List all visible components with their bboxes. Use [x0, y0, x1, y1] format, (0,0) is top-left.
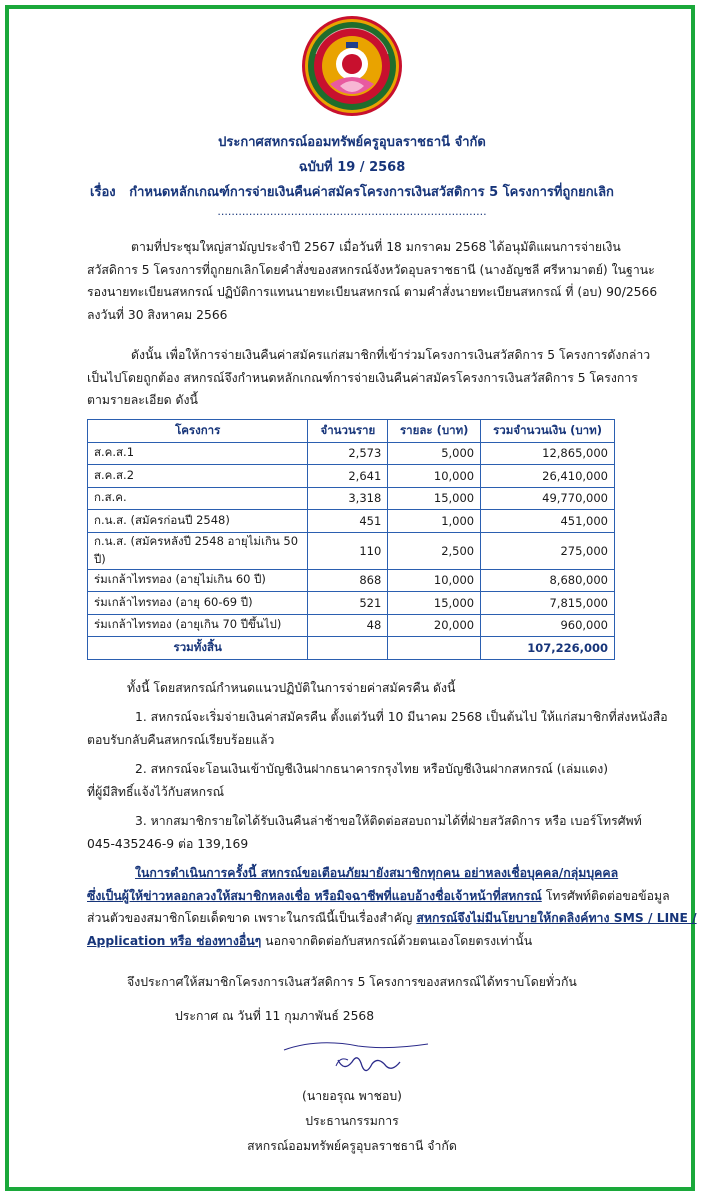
- intro-line: รองนายทะเบียนสหกรณ์ ปฏิบัติการแทนนายทะเบียนสหกรณ์ ตามคำสั่งนายทะเบียนสหกรณ์ ที่ (อบ) 90/2566: [87, 285, 658, 299]
- refund-table: [87, 419, 615, 660]
- announcement-date: ประกาศ ณ วันที่ 11 กุมภาพันธ์ 2568: [175, 1009, 375, 1023]
- intro-line: สวัสดิการ 5 โครงการที่ถูกยกเลิกโดยคำสั่งของสหกรณ์จังหวัดอุบลราชธานี (นางอัญชลี ศรีหามาตย์) ในฐานะ: [87, 262, 655, 277]
- project-name: ร่มเกล้าไทรทอง (อายุ 60-69 ปี): [88, 592, 308, 615]
- table-total-row: [88, 637, 615, 660]
- member-count: 48: [308, 614, 388, 637]
- col-header-count: จำนวนราย: [308, 420, 388, 443]
- amount-per-person: 15,000: [388, 592, 481, 615]
- project-name: ก.น.ส. (สมัครหลังปี 2548 อายุไม่เกิน 50 ปี): [88, 532, 308, 569]
- total-empty-cell: [308, 637, 388, 660]
- purpose-line: ดังนั้น เพื่อให้การจ่ายเงินคืนค่าสมัครแก่สมาชิกที่เข้าร่วมโครงการเงินสวัสดิการ 5 โครงการดังกล่าว: [131, 348, 651, 362]
- warning-line: [87, 885, 670, 908]
- handwritten-signature: [278, 1036, 438, 1082]
- table-row: [88, 532, 615, 569]
- closing-paragraph: [87, 971, 615, 994]
- warning-line: [87, 930, 615, 953]
- table-row: [88, 442, 615, 465]
- member-count: 451: [308, 510, 388, 533]
- signer-organization: สหกรณ์ออมทรัพย์ครูอุบลราชธานี จำกัด: [247, 1139, 457, 1153]
- title-divider: .............................................................................: [217, 205, 487, 218]
- total-amount: 275,000: [481, 532, 615, 569]
- project-name: ก.ส.ค.: [88, 487, 308, 510]
- practice-item-line: 045-435246-9 ต่อ 139,169: [87, 836, 249, 851]
- table-row: [88, 614, 615, 637]
- signer-name: (นายอรุณ พาชอบ): [302, 1089, 402, 1103]
- total-amount: 8,680,000: [481, 569, 615, 592]
- cooperative-seal-logo: [300, 14, 404, 118]
- amount-per-person: 10,000: [388, 465, 481, 488]
- table-row: [88, 465, 615, 488]
- practice-item-line: 3. หากสมาชิกรายใดได้รับเงินคืนล่าช้าขอให้ติดต่อสอบถามได้ที่ฝ่ายสวัสดิการ หรือ เบอร์โทรศัพท์: [135, 814, 642, 828]
- announcement-subject: [0, 181, 704, 202]
- intro-paragraph: [87, 236, 658, 326]
- purpose-line: ตามรายละเอียด ดังนี้: [87, 393, 198, 407]
- signer-position: ประธานกรรมการ: [305, 1114, 399, 1128]
- total-amount: 960,000: [481, 614, 615, 637]
- subject-label: เรื่อง: [90, 185, 116, 200]
- closing-line: จึงประกาศให้สมาชิกโครงการเงินสวัสดิการ 5 โครงการของสหกรณ์ได้ทราบโดยทั่วกัน: [127, 975, 577, 989]
- warning-text: นอกจากติดต่อกับสหกรณ์ด้วยตนเองโดยตรงเท่านั้น: [261, 933, 533, 948]
- member-count: 2,573: [308, 442, 388, 465]
- project-name: ส.ค.ส.1: [88, 442, 308, 465]
- purpose-line: เป็นไปโดยถูกต้อง สหกรณ์จึงกำหนดหลักเกณฑ์การจ่ายเงินคืนค่าสมัครโครงการเงินสวัสดิการ 5 โครงการ: [87, 370, 638, 385]
- warning-text: โทรศัพท์ติดต่อขอข้อมูล: [541, 888, 670, 903]
- practice-item-3: [87, 810, 642, 855]
- amount-per-person: 20,000: [388, 614, 481, 637]
- intro-line: ลงวันที่ 30 สิงหาคม 2566: [87, 307, 228, 322]
- date-paragraph: [87, 1005, 615, 1028]
- table-row: [88, 569, 615, 592]
- table-row: [88, 592, 615, 615]
- total-empty-cell: [388, 637, 481, 660]
- total-amount: 26,410,000: [481, 465, 615, 488]
- practice-item-1: [87, 706, 668, 751]
- warning-emphasis: ซึ่งเป็นผู้ให้ข่าวหลอกลวงให้สมาชิกหลงเชื่อ หรือมิจฉาชีพที่แอบอ้างชื่อเจ้าหน้าที่สหกรณ์: [87, 888, 542, 903]
- member-count: 868: [308, 569, 388, 592]
- project-name: ส.ค.ส.2: [88, 465, 308, 488]
- col-header-per-person: รายละ (บาท): [388, 420, 481, 443]
- member-count: 3,318: [308, 487, 388, 510]
- amount-per-person: 2,500: [388, 532, 481, 569]
- total-amount: 7,815,000: [481, 592, 615, 615]
- practice-item-line: ตอบรับกลับคืนสหกรณ์เรียบร้อยแล้ว: [87, 732, 275, 747]
- col-header-total: รวมจำนวนเงิน (บาท): [481, 420, 615, 443]
- warning-line: [87, 862, 619, 885]
- warning-text: ส่วนตัวของสมาชิกโดยเด็ดขาด เพราะในกรณีนี้เป็นเรื่องสำคัญ: [87, 911, 417, 925]
- warning-emphasis: ในการดำเนินการครั้งนี้ สหกรณ์ขอเตือนภัยมายังสมาชิกทุกคน อย่าหลงเชื่อบุคคล/กลุ่มบุคคล: [135, 866, 619, 880]
- practice-lead: ทั้งนี้ โดยสหกรณ์กำหนดแนวปฏิบัติในการจ่ายค่าสมัครคืน ดังนี้: [127, 681, 456, 695]
- amount-per-person: 10,000: [388, 569, 481, 592]
- table-row: [88, 487, 615, 510]
- total-amount: 12,865,000: [481, 442, 615, 465]
- warning-paragraph: [87, 862, 697, 952]
- practice-item-line: ที่ผู้มีสิทธิ์แจ้งไว้กับสหกรณ์: [87, 784, 225, 799]
- warning-emphasis: Application หรือ ช่องทางอื่นๆ: [87, 933, 262, 948]
- col-header-project: โครงการ: [88, 420, 308, 443]
- practice-section: [87, 677, 615, 700]
- warning-emphasis: สหกรณ์จึงไม่มีนโยบายให้กดลิงค์ทาง SMS / LINE /: [416, 911, 697, 925]
- total-amount: 49,770,000: [481, 487, 615, 510]
- member-count: 521: [308, 592, 388, 615]
- table-header-row: [88, 420, 615, 443]
- member-count: 2,641: [308, 465, 388, 488]
- intro-line: ตามที่ประชุมใหญ่สามัญประจำปี 2567 เมื่อวันที่ 18 มกราคม 2568 ได้อนุมัติแผนการจ่ายเงิน: [131, 240, 621, 254]
- warning-line: [87, 907, 697, 930]
- amount-per-person: 5,000: [388, 442, 481, 465]
- project-name: ร่มเกล้าไทรทอง (อายุเกิน 70 ปีขึ้นไป): [88, 614, 308, 637]
- table-row: [88, 510, 615, 533]
- total-amount: 451,000: [481, 510, 615, 533]
- project-name: ร่มเกล้าไทรทอง (อายุไม่เกิน 60 ปี): [88, 569, 308, 592]
- member-count: 110: [308, 532, 388, 569]
- grand-total: 107,226,000: [481, 637, 615, 660]
- subject-text: กำหนดหลักเกณฑ์การจ่ายเงินคืนค่าสมัครโครงการเงินสวัสดิการ 5 โครงการที่ถูกยกเลิก: [129, 185, 614, 200]
- project-name: ก.น.ส. (สมัครก่อนปี 2548): [88, 510, 308, 533]
- practice-item-2: [87, 758, 615, 803]
- total-label: รวมทั้งสิ้น: [88, 637, 308, 660]
- practice-item-line: 2. สหกรณ์จะโอนเงินเข้าบัญชีเงินฝากธนาคารกรุงไทย หรือบัญชีเงินฝากสหกรณ์ (เล่มแดง): [135, 762, 609, 776]
- announcement-number: ฉบับที่ 19 / 2568: [298, 160, 406, 175]
- amount-per-person: 15,000: [388, 487, 481, 510]
- announcement-title: ประกาศสหกรณ์ออมทรัพย์ครูอุบลราชธานี จำกัด: [218, 135, 486, 150]
- practice-item-line: 1. สหกรณ์จะเริ่มจ่ายเงินค่าสมัครคืน ตั้งแต่วันที่ 10 มีนาคม 2568 เป็นต้นไป ให้แก่สมาชิกที่ส่งหนังสือ: [135, 710, 668, 724]
- purpose-paragraph: [87, 344, 651, 412]
- amount-per-person: 1,000: [388, 510, 481, 533]
